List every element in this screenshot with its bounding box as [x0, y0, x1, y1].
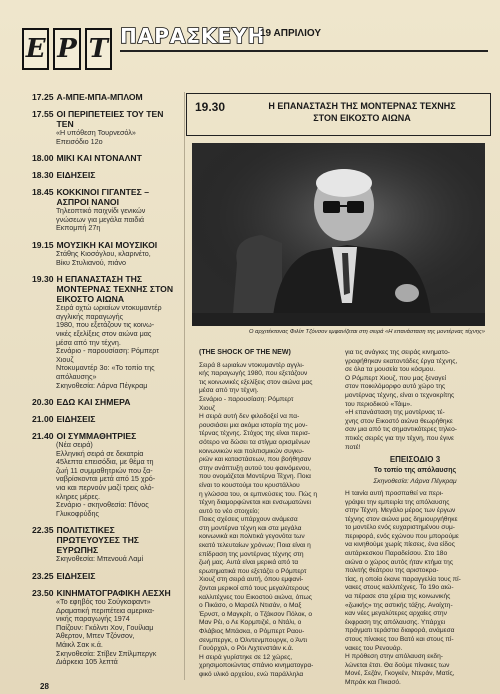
schedule-time: 17.25 — [32, 92, 54, 102]
description-line: κληρες μέρες. — [56, 491, 101, 501]
article-line: τέχνη διαμορφώνεται και ενσωματώνει — [199, 499, 311, 507]
article-line: κοινωνικών και πολιτισμικών συγκυ- — [199, 447, 305, 455]
article-line: Χιουζ στη σειρά αυτή, όπου εμφανί- — [199, 576, 304, 584]
schedule-title: ΕΙΔΗΣΕΙΣ — [56, 571, 96, 582]
article-line: ρουσιάσει μια ακόμα ιστορία της μον- — [199, 421, 308, 429]
schedule-item — [32, 187, 177, 233]
schedule-item — [32, 525, 177, 564]
article-line: πολιτής θεάτρου της αριστοκρα- — [345, 567, 439, 575]
article-line: αιώνα ο χώρος αυτός ήταν κτήμα της — [345, 558, 454, 566]
description-line: γνώσεων για μεγάλα παιδιά — [56, 214, 145, 224]
article-line: εκατό τελευταίων χρόνων; Ποια είναι η — [199, 542, 311, 550]
description-line: Χιουζ — [56, 354, 74, 364]
schedule-item — [32, 571, 177, 581]
description-line: Εκπομπή 27η — [56, 223, 101, 233]
article-line: ζονται μερικοί από τους μεγαλύτερους — [199, 585, 310, 593]
schedule-title: Η ΕΠΑΝΑΣΤΑΣΗ ΤΗΣ ΜΟΝΤΕΡΝΑΣ ΤΕΧΝΗΣ ΣΤΟΝ ΕΙΚΟΣΤΟ ΑΙΩΝΑ — [56, 274, 174, 305]
article-line: τίας, η οποία έκανε παραγγελία τους πί- — [345, 575, 461, 583]
description-line: Ελληνική σειρά σε δεκατρία — [56, 448, 144, 458]
article-line: Η πρόθεση στην απόλαυση εκδη- — [345, 653, 443, 661]
description-line: απόλαυσης» — [56, 371, 97, 381]
day-title: ΠΑΡΑΣΚΕΥΗ — [120, 24, 266, 48]
description-line: 45λεπτα επεισόδια, με θέμα τη — [56, 457, 154, 467]
article-line: τέχνης στον αιώνα μας δημιουργήθηκε — [345, 515, 458, 523]
article-line: Γουόρχολ, ο Ρόι Λιχτενστάιν κ.ά. — [199, 645, 294, 653]
schedule-title: ΕΙΔΗΣΕΙΣ — [56, 414, 96, 425]
description-line: Σκηνοθεσία: Λάρνα Πέγκραμ — [56, 380, 148, 390]
schedule-title: ΕΙΔΗΣΕΙΣ — [56, 170, 96, 181]
description-line: μέσα από την τέχνη. — [56, 337, 121, 347]
description-line: ζωή 11 συμμαθητριών που ξα- — [56, 465, 153, 475]
article-line: Έρνστ, ο Μαγκρίτ, ο Τζάκσον Πόλοκ, ο — [199, 610, 313, 618]
article-line: «Η επανάσταση της μοντέρνας τέ- — [345, 409, 445, 417]
schedule-time: 21.00 — [32, 414, 54, 425]
episode-director: Σκηνοθεσία: Λάρνα Πέγκραμ — [373, 478, 457, 486]
schedule-item — [32, 153, 177, 163]
day-banner — [120, 24, 490, 46]
article-line: φικό υλικό αρχείου, ενώ παράλληλα — [199, 670, 304, 678]
schedule-title: ΜΟΥΣΙΚΗ ΚΑΙ ΜΟΥΣΙΚΟΙ — [56, 239, 158, 250]
column-divider — [184, 92, 185, 680]
schedule-description — [32, 598, 177, 667]
schedule-time: 18.00 — [32, 153, 54, 164]
article-line: Μονέ, Σεζάν, Γκογκέν, Ντεράν, Ματίς, — [345, 670, 455, 678]
article-line: λώνεται έτσι. Θα δούμε πίνακες των — [345, 661, 450, 669]
article-line: στον ποικιλόμορφο αυτό χώρο της — [345, 383, 446, 391]
schedule-title: Α-ΜΠΕ-ΜΠΑ-ΜΠΛΟΜ — [56, 92, 143, 102]
schedule-item-head — [32, 109, 177, 129]
description-line: Σενάριο - παρουσίαση: Ρόμπερτ — [56, 346, 160, 356]
article-line: αυτάρκεσκου Παραδείσου. Στο 18ο — [345, 550, 448, 558]
schedule-item-head — [32, 170, 177, 180]
description-line: Τηλεοπτικό παιχνίδι γενικών — [56, 206, 146, 216]
schedule-item-head — [32, 153, 177, 163]
article-line: έκφραση της απόλαυσης. Υπάρχει — [345, 618, 446, 626]
schedule-title: ΠΟΛΙΤΙΣΤΙΚΕΣ ΠΡΩΤΕΥΟΥΣΕΣ ΤΗΣ ΕΥΡΩΠΗΣ — [56, 525, 139, 556]
schedule-item-head — [32, 274, 177, 304]
article-line: χρησιμοποιώντας σπάνιο κινηματογρα- — [199, 662, 314, 670]
schedule-time: 20.30 — [32, 397, 54, 408]
article-line: ποτέ! — [345, 443, 361, 451]
description-line: νια και περνούν μαζί τρεις ολό- — [56, 483, 154, 493]
article-line: ερωτηματικά που εξετάζει ο Ρόμπερτ — [199, 567, 307, 575]
feature-time: 19.30 — [195, 100, 226, 114]
ert-logo — [22, 28, 112, 68]
article-line: σε όλα τα μουσεία του κόσμου. — [345, 366, 436, 374]
article-line: Χιουζ — [199, 404, 216, 412]
schedule-time: 18.45 — [32, 187, 54, 198]
description-line: Μάικλ Σακ κ.ά. — [56, 640, 103, 649]
schedule-time: 19.15 — [32, 239, 54, 250]
schedule-title: ΕΔΩ ΚΑΙ ΣΗΜΕΡΑ — [56, 397, 131, 408]
episode-description — [345, 490, 485, 688]
article-line: καν νέες μεγαλύτερες αρχαίες στην — [345, 610, 447, 618]
schedule-item — [32, 588, 177, 667]
article-line: γράψει την εμπειρία της απόλαυσης — [345, 498, 450, 506]
article-line: Σειρά 8 ωριαίων ντοκυμαντέρ αγγλι- — [199, 361, 305, 369]
header-rule — [120, 50, 488, 52]
article-line: ζωή μας. Αυτά είναι μερικά από τα — [199, 559, 299, 567]
article-line: Ποιες σχέσεις υπάρχουν ανάμεσα — [199, 516, 298, 524]
description-line: Σκηνοθεσία: Στίβεν Σπίλμπεργκ — [56, 648, 157, 658]
schedule-description — [32, 207, 177, 233]
article-line: στην Τέχνη. Μεγάλο μέρος των έργων — [345, 507, 456, 515]
article-line: πτικές σειρές για την τέχνη, που έγινε — [345, 434, 454, 442]
logo-letter: Ρ — [53, 28, 80, 70]
article-line: στη μοντέρνα τέχνη και στα μεγάλα — [199, 524, 302, 532]
schedule-time: 23.25 — [32, 571, 54, 582]
schedule-description — [32, 441, 177, 518]
article-line: είναι το κουστούμι του κρυστάλλου — [199, 481, 300, 489]
logo-letter: Ε — [22, 28, 49, 70]
description-line: ναβρίσκονται μετά από 15 χρό- — [56, 474, 156, 484]
tv-schedule — [32, 92, 177, 674]
article-line: νακες στους καλλιτέχνες. Το 19ο αιώ- — [345, 584, 454, 592]
article-line: «ζωικής» της αστικής τάξης. Ανοίχτη- — [345, 601, 453, 609]
schedule-time: 21.40 — [32, 431, 54, 442]
article-line: (THE SHOCK OF THE NEW) — [199, 349, 291, 356]
article-line: Μπράκ και Πικασό. — [345, 678, 401, 686]
description-line: «Το εφηβός του Σούγκαφαντ» — [56, 597, 151, 607]
schedule-item-head — [32, 414, 177, 424]
article-line: Ο Ρόμπερτ Χιουζ, που μας ξεναγεί — [345, 374, 446, 382]
article-line: τις κοινωνικές εξελίξεις στον αιώνα μας — [199, 378, 313, 386]
article-line: νακες του Ρενουάρ. — [345, 644, 403, 652]
article-line: στην ανάπτυξη αυτού του φαινόμενου, — [199, 464, 311, 472]
description-line: Σειρά οχτώ ωριαίων ντοκυμαντέρ — [56, 303, 162, 313]
article-line: για τις ανάγκες της σειράς κινηματο- — [345, 349, 450, 356]
schedule-item — [32, 274, 177, 390]
photo-caption: Ο αρχιτέκτονας Φιλίπ Τζόνσον εμφανίζεται στη σειρά «Η επανάσταση της μοντέρνας τέχνης» — [249, 329, 485, 335]
schedule-item-head — [32, 431, 177, 441]
description-line: Δραματική περιπέτεια αμερικα- — [56, 605, 155, 615]
article-line: καλλιτέχνες του Εικοστού αιώνα, όπως — [199, 593, 312, 601]
schedule-time: 19.30 — [32, 274, 54, 285]
article-line: να πέρασε στα χέρια της κοινωνικής — [345, 593, 451, 601]
article-line: που ονομάζεται Μοντέρνα Τέχνη. Ποια — [199, 473, 311, 481]
article-line: το μοντέλο ενός ευχαριστημένου συμ- — [345, 524, 455, 532]
article-line: κοινωνικά και πολιτικά γεγονότα των — [199, 533, 305, 541]
schedule-description — [32, 555, 177, 564]
article-column-right — [345, 349, 485, 688]
article-line: τέρνας τέχνης. Στόχος της είναι περισ- — [199, 430, 311, 438]
article-line: στους πίνακες του Βατό και στους πί- — [345, 636, 454, 643]
description-line: νικές εξελίξεις στον αιώνα μας — [56, 328, 152, 338]
article-right-intro — [345, 349, 485, 452]
episode-title: Το τοπίο της απόλαυσης — [373, 466, 457, 474]
description-line: αγγλικής παραγωγής — [56, 311, 124, 321]
date-label: 19 ΑΠΡΙΛΙΟΥ — [260, 28, 322, 39]
article-line: Μαν Ρέι, ο Λε Κορμπιζιέ, ο Ντάλι, ο — [199, 619, 302, 627]
article-line: του περιοδικού «Τάιμ». — [345, 400, 412, 408]
schedule-item — [32, 92, 177, 102]
article-line: επίδραση της μοντέρνας τέχνης στη — [199, 550, 304, 558]
schedule-item-head — [32, 187, 177, 207]
schedule-title: ΟΙ ΣΥΜΜΑΘΗΤΡΙΕΣ — [56, 431, 137, 442]
article-line: Η σειρά αυτή δεν φιλοδοξεί να πα- — [199, 413, 300, 421]
schedule-title: ΚΟΚΚΙΝΟΙ ΓΙΓΑΝΤΕΣ – ΑΣΠΡΟΙ ΝΑΝΟΙ — [56, 187, 149, 208]
description-line: Διάρκεια 105 λεπτά — [56, 657, 118, 667]
description-line: Επεισόδιο 12ο — [56, 136, 103, 146]
schedule-item-head — [32, 397, 177, 407]
feature-title-line: Η ΕΠΑΝΑΣΤΑΣΗ ΤΗΣ ΜΟΝΤΕΡΝΑΣ ΤΕΧΝΗΣ — [268, 101, 456, 111]
page-number: 28 — [40, 682, 49, 691]
article-column-left — [199, 349, 339, 680]
feature-title — [237, 100, 487, 124]
schedule-time: 22.35 — [32, 525, 54, 536]
portrait-illustration — [192, 143, 485, 326]
article-line: σότερο να δώσει τα στίγμα ορισμένων — [199, 438, 310, 446]
article-line: ριών και καταστάσεων, που βοήθησαν — [199, 456, 311, 464]
schedule-item — [32, 170, 177, 180]
portrait-photo — [192, 143, 485, 326]
article-line: αυτό το νέο στοιχείο; — [199, 507, 260, 515]
article-line: μοντέρνας τέχνης, είναι ο τεχνοκρίτης — [345, 391, 455, 399]
schedule-title: ΚΙΝΗΜΑΤΟΓΡΑΦΙΚΗ ΛΕΣΧΗ — [56, 588, 171, 599]
schedule-item — [32, 431, 177, 518]
feature-title-line: ΣΤΟΝ ΕΙΚΟΣΤΟ ΑΙΩΝΑ — [313, 113, 411, 123]
article-line: Η ταινία αυτή προσπαθεί να περι- — [345, 489, 444, 497]
description-line: Παίζουν: Γκόλντι Χον, Γουίλιαμ — [56, 622, 154, 632]
schedule-time: 18.30 — [32, 170, 54, 181]
schedule-item — [32, 240, 177, 267]
schedule-description — [32, 250, 177, 267]
description-line: Στάθης Κιοσόγλου, κλαρινέτο, — [56, 248, 151, 258]
schedule-item-head — [32, 92, 177, 102]
description-line: (Νέα σειρά) — [56, 440, 93, 450]
feature-header-box — [186, 93, 491, 136]
description-line: Σκηνοθεσία: Μπενουά Λαμί — [56, 554, 144, 564]
schedule-item — [32, 109, 177, 146]
description-line: 1980, που εξετάζουν τις κοινω- — [56, 320, 155, 330]
article-line: ο Πικάσο, ο Μαρσέλ Ντισάν, ο Μαξ — [199, 602, 302, 610]
article-line: περιφορά, ενός εχώνου που μπορούμε — [345, 532, 459, 540]
schedule-description — [32, 304, 177, 390]
description-line: νικής παραγωγής 1974 — [56, 614, 130, 624]
article-line: η γλώσσα του, οι εμπνεύσεις του. Πώς η — [199, 490, 317, 498]
schedule-title: ΟΙ ΠΕΡΙΠΕΤΕΙΕΣ ΤΟΥ ΤΕΝ ΤΕΝ — [56, 109, 164, 129]
description-line: Βίκυ Στυλιανού, πιάνο — [56, 257, 126, 267]
article-line: πράγματι τεράστια διαφορά, ανάμεσα — [345, 627, 455, 635]
article-line: κής παραγωγής 1980, που εξετάζουν — [199, 370, 308, 378]
description-line: «Η υπόθεση Τουρνεσόλ» — [56, 128, 136, 137]
schedule-item-head — [32, 525, 177, 555]
logo-letter: Τ — [85, 28, 112, 70]
article-line: να κινηθούμε χωρίς πίεσεις, ένα είδος — [345, 541, 455, 549]
article-line: Φλάβιος Μπάσκα, ο Ρόμπερτ Ραου- — [199, 628, 305, 635]
description-line: Ντοκυμαντέρ 3ο: «Το τοπίο της — [56, 363, 155, 373]
article-line: Η σειρά γυρίστηκε σε 12 χώρες, — [199, 653, 293, 661]
schedule-title: ΜΙΚΙ ΚΑΙ ΝΤΟΝΑΛΝΤ — [56, 153, 142, 164]
schedule-item-head — [32, 571, 177, 581]
schedule-time: 23.50 — [32, 588, 54, 599]
article-line: γραφήθηκαν εκατοντάδες έργα τέχνης, — [345, 357, 458, 365]
description-line: Σενάριο - σκηνοθεσία: Πόνος — [56, 500, 149, 510]
article-line: Σενάριο - παρουσίαση: Ρόμπερτ — [199, 395, 294, 403]
schedule-item — [32, 397, 177, 407]
description-line: Άθερτον, Μπεν Τζόνσον, — [56, 631, 135, 641]
schedule-time: 17.55 — [32, 109, 54, 119]
article-line: σαν μια από τις σημαντικότερες τηλεο- — [345, 426, 457, 434]
episode-heading: ΕΠΕΙΣΟΔΙΟ 3 — [389, 455, 441, 465]
article-line: σενμπεργκ, ο Όλντενμπουργκ, ο Άντι — [199, 636, 307, 644]
article-line: χνης στον Εικοστό αιώνα θεωρήθηκε — [345, 417, 453, 425]
article-line: μέσα από την τέχνη. — [199, 387, 259, 395]
schedule-item — [32, 414, 177, 424]
description-line: Γλυκοφρύδης — [56, 508, 99, 518]
schedule-description — [32, 129, 177, 146]
